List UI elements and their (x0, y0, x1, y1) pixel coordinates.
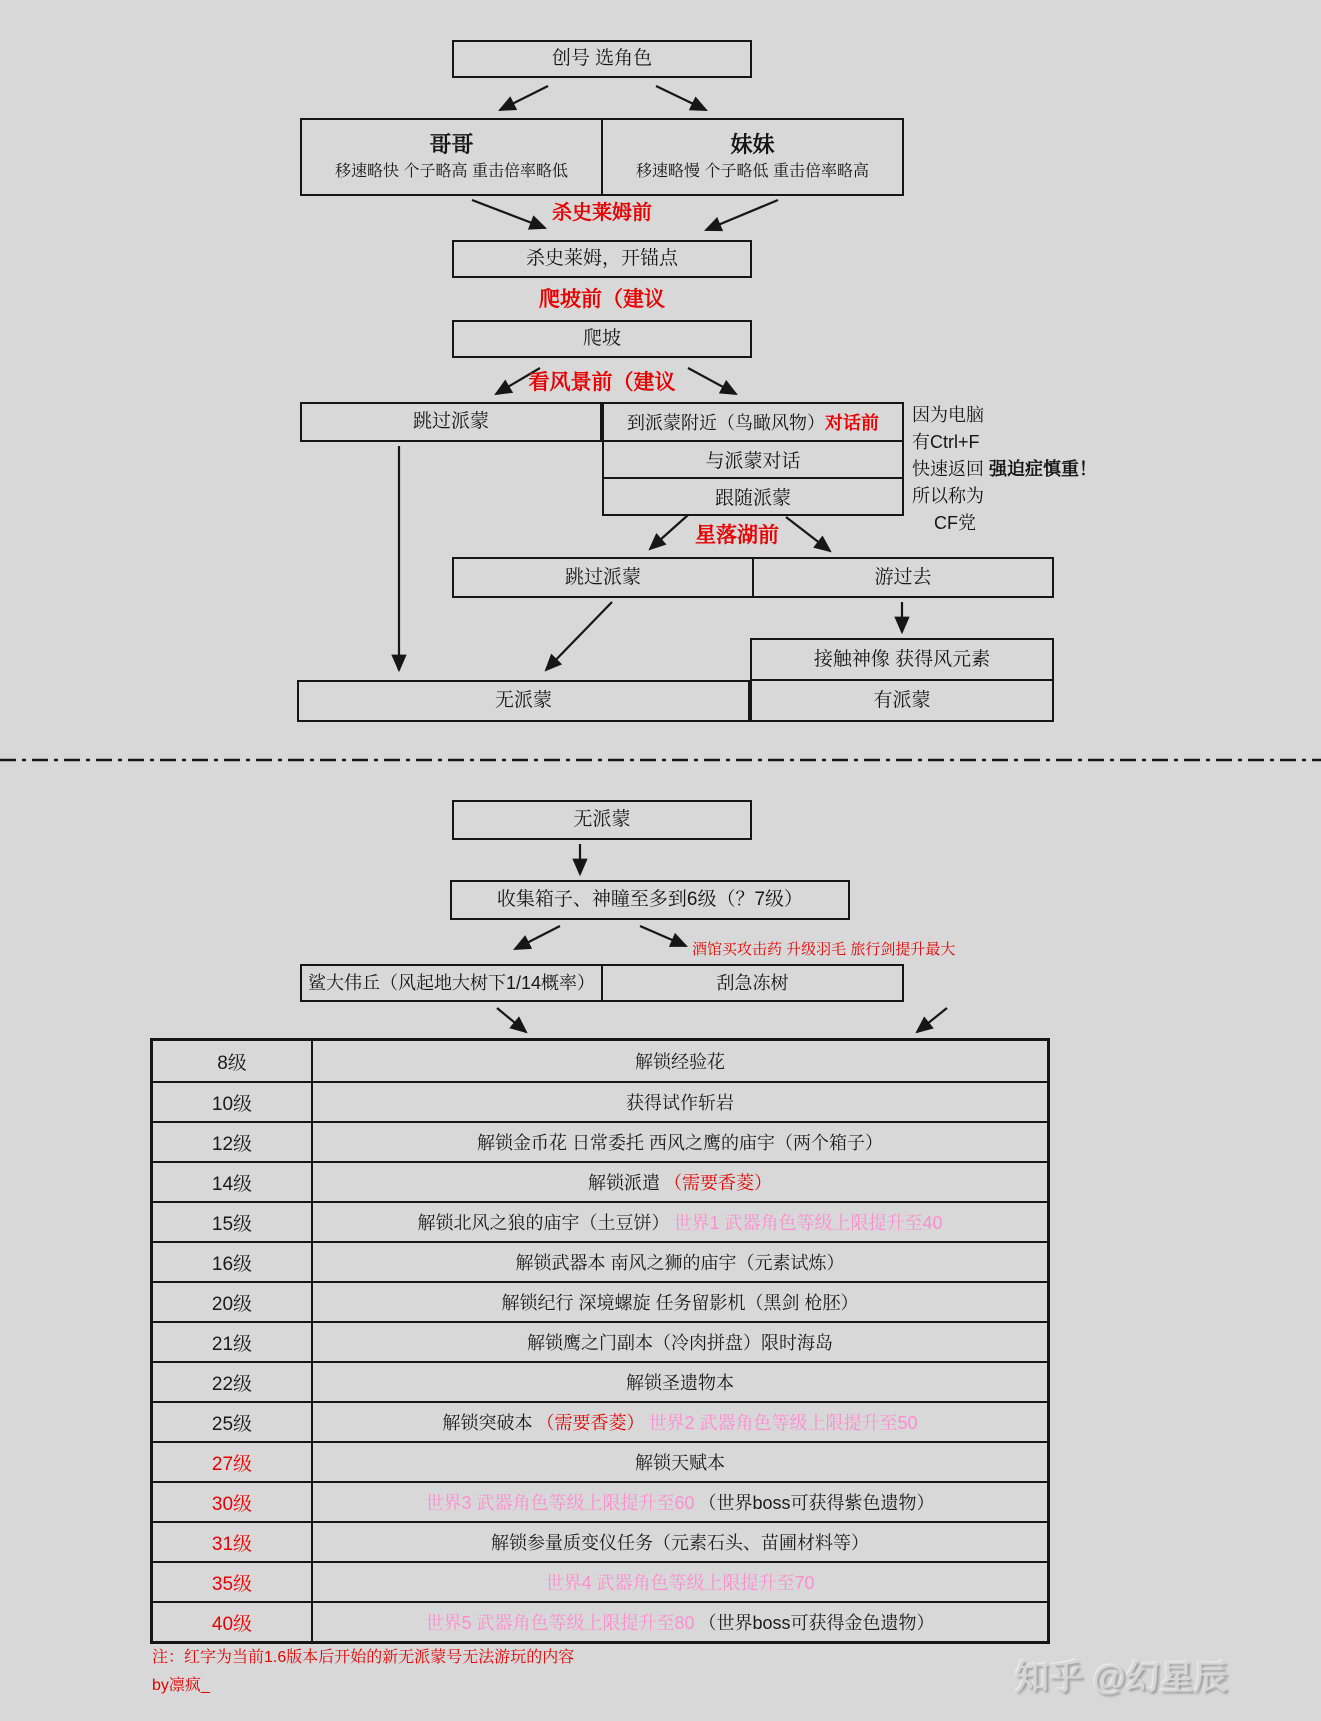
desc-segment: 解锁派遣 (588, 1173, 660, 1193)
side-note-line1: 因为电脑 (912, 405, 984, 425)
desc-segment: 世界1 武器角色等级上限提升至40 (673, 1213, 943, 1233)
side-note-line3: 快速返回 强迫症慎重！ (912, 459, 1098, 479)
label-before-slime: 杀史莱姆前 (552, 202, 652, 224)
node-statue (750, 638, 1054, 722)
node-sister (601, 120, 902, 194)
desc-segment: 解锁北风之狼的庙宇（土豆饼） (417, 1213, 670, 1233)
node-skip-paimon-1: 跳过派蒙 (300, 402, 602, 442)
level-cell: 10级 (153, 1083, 313, 1121)
table-row (153, 1521, 1047, 1561)
desc-cell (313, 1283, 1047, 1321)
node-shark-hill: 鲨大伟丘（风起地大树下1/14概率） (307, 972, 596, 993)
desc-cell (313, 1523, 1047, 1561)
tavern-note: 酒馆买攻击药 升级羽毛 旅行剑提升最大 (692, 941, 956, 958)
table-row (153, 1281, 1047, 1321)
table-row (153, 1601, 1047, 1641)
level-cell: 14级 (153, 1163, 313, 1201)
node-create-account: 创号 选角色 (452, 40, 752, 78)
level-cell: 35级 (153, 1563, 313, 1601)
level-cell: 15级 (153, 1203, 313, 1241)
desc-cell (313, 1041, 1047, 1081)
desc-segment: 解锁金币花 日常委托 西风之鹰的庙宇（两个箱子） (477, 1133, 883, 1153)
level-cell: 25级 (153, 1403, 313, 1441)
level-cell: 40级 (153, 1603, 313, 1641)
desc-cell (313, 1603, 1047, 1641)
label-before-climb: 爬坡前（建议 (539, 288, 665, 311)
side-note-line2: 有Ctrl+F (912, 432, 980, 452)
table-row (153, 1401, 1047, 1441)
node-paimon-steps (602, 402, 904, 516)
level-cell: 31级 (153, 1523, 313, 1561)
sister-title: 妹妹 (730, 132, 775, 158)
node-brother (302, 120, 601, 194)
level-cell: 16级 (153, 1243, 313, 1281)
desc-segment: 获得试作斩岩 (626, 1093, 734, 1113)
table-row (153, 1161, 1047, 1201)
desc-cell (313, 1203, 1047, 1241)
node-near-paimon (604, 404, 902, 440)
desc-cell (313, 1363, 1047, 1401)
level-cell: 21级 (153, 1323, 313, 1361)
desc-segment: （需要香菱） (536, 1413, 645, 1433)
desc-segment: 解锁圣遗物本 (626, 1373, 734, 1393)
level-cell: 30级 (153, 1483, 313, 1521)
node-lake-choices (452, 557, 1054, 598)
node-kill-slime: 杀史莱姆，开锚点 (452, 240, 752, 278)
desc-cell (313, 1123, 1047, 1161)
table-row (153, 1561, 1047, 1601)
desc-cell (313, 1243, 1047, 1281)
table-row (153, 1361, 1047, 1401)
label-before-lake: 星落湖前 (695, 524, 779, 547)
sister-desc: 移速略慢 个子略低 重击倍率略高 (636, 163, 869, 181)
level-cell: 8级 (153, 1041, 313, 1081)
desc-cell (313, 1163, 1047, 1201)
level-cell: 27级 (153, 1443, 313, 1481)
desc-segment: （世界boss可获得紫色遗物） (698, 1493, 935, 1513)
node-collect-chests: 收集箱子、神瞳至多到6级（？7级） (450, 880, 850, 920)
node-talk-paimon: 与派蒙对话 (604, 440, 902, 477)
table-row (153, 1441, 1047, 1481)
table-row (153, 1121, 1047, 1161)
desc-segment: 世界2 武器角色等级上限提升至50 (648, 1413, 918, 1433)
desc-segment: 世界3 武器角色等级上限提升至60 (425, 1493, 695, 1513)
node-siblings (300, 118, 904, 196)
desc-segment: 解锁武器本 南风之狮的庙宇（元素试炼） (515, 1253, 845, 1273)
brother-desc: 移速略快 个子略高 重击倍率略低 (335, 163, 568, 181)
desc-segment: （世界boss可获得金色遗物） (698, 1613, 935, 1633)
level-cell: 12级 (153, 1123, 313, 1161)
level-table (150, 1038, 1050, 1644)
desc-cell (313, 1403, 1047, 1441)
node-farm-choices (300, 964, 904, 1002)
desc-segment: 世界5 武器角色等级上限提升至80 (425, 1613, 695, 1633)
label-before-scenery: 看风景前（建议 (528, 371, 676, 394)
node-skip-paimon-2: 跳过派蒙 (564, 566, 641, 588)
desc-segment: （需要香菱） (664, 1173, 772, 1193)
desc-segment: 解锁突破本 (442, 1413, 533, 1433)
desc-cell (313, 1563, 1047, 1601)
desc-cell (313, 1443, 1047, 1481)
node-no-paimon-2: 无派蒙 (452, 800, 752, 840)
desc-cell (313, 1083, 1047, 1121)
side-note-line4: 所以称为 (912, 486, 984, 506)
node-touch-statue: 接触神像 获得风元素 (813, 648, 991, 670)
near-paimon-red-text: 对话前 (825, 413, 879, 433)
level-cell: 20级 (153, 1283, 313, 1321)
node-has-paimon: 有派蒙 (752, 679, 1052, 720)
table-row (153, 1081, 1047, 1121)
desc-segment: 世界4 武器角色等级上限提升至70 (545, 1573, 815, 1593)
side-note (912, 402, 1097, 537)
level-table-body (153, 1041, 1047, 1641)
desc-segment: 解锁鹰之门副本（冷肉拼盘）限时海岛 (527, 1333, 833, 1353)
watermark: 知乎 @幻星辰 (1015, 1659, 1228, 1697)
table-row (153, 1041, 1047, 1081)
table-row (153, 1321, 1047, 1361)
node-follow-paimon: 跟随派蒙 (604, 477, 902, 514)
desc-segment: 解锁天赋本 (635, 1453, 725, 1473)
desc-cell (313, 1483, 1047, 1521)
footer-credit: by凛疯_ (152, 1677, 210, 1694)
desc-segment: 解锁纪行 深境螺旋 任务留影机（黑剑 枪胚） (501, 1293, 859, 1313)
footer-note: 注：红字为当前1.6版本后开始的新无派蒙号无法游玩的内容 (152, 1649, 575, 1666)
desc-segment: 解锁参量质变仪任务（元素石头、苗圃材料等） (491, 1533, 869, 1553)
side-note-line5: CF党 (934, 513, 976, 533)
node-climb: 爬坡 (452, 320, 752, 358)
near-paimon-text: 到派蒙附近（鸟瞰风物） (627, 413, 825, 433)
desc-cell (313, 1323, 1047, 1361)
desc-segment: 解锁经验花 (635, 1052, 725, 1072)
node-swim: 游过去 (752, 559, 1052, 596)
level-cell: 22级 (153, 1363, 313, 1401)
table-row (153, 1201, 1047, 1241)
node-no-paimon-1: 无派蒙 (297, 680, 750, 722)
node-frost-tree: 刮急冻树 (601, 966, 902, 1000)
table-row (153, 1241, 1047, 1281)
table-row (153, 1481, 1047, 1521)
brother-title: 哥哥 (429, 132, 474, 158)
